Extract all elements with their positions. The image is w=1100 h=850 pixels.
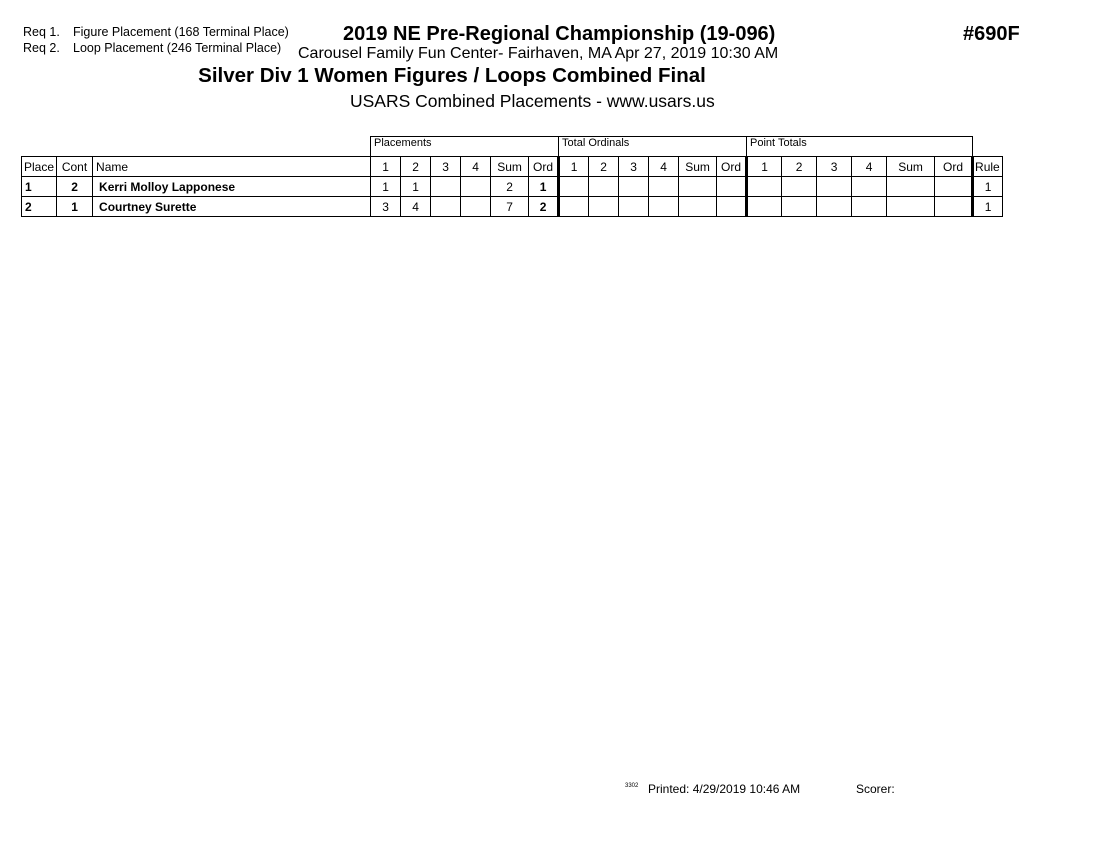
- col-placement-1: 1: [371, 157, 401, 177]
- col-placement-3: 3: [431, 157, 461, 177]
- printed-timestamp: Printed: 4/29/2019 10:46 AM: [648, 782, 801, 796]
- column-header-row: [22, 157, 1003, 177]
- row-ordinal-1: [559, 197, 589, 217]
- row-points-3: [817, 197, 852, 217]
- row-name: Courtney Surette: [93, 197, 371, 217]
- row-points-4: [852, 197, 887, 217]
- group-header-row: [22, 137, 1003, 157]
- col-ordinal-4: 4: [649, 157, 679, 177]
- col-points-4: 4: [852, 157, 887, 177]
- col-name: Name: [93, 157, 371, 177]
- col-points-3: 3: [817, 157, 852, 177]
- group-total-ordinals: Total Ordinals: [559, 137, 747, 157]
- row-points-1: [747, 197, 782, 217]
- scorer-label: Scorer:: [856, 782, 895, 796]
- event-title: Silver Div 1 Women Figures / Loops Combined Final: [198, 64, 706, 87]
- event-number: #690F: [963, 23, 1020, 45]
- col-place: Place: [22, 157, 57, 177]
- col-placement-ord: Ord: [529, 157, 559, 177]
- row-ordinal-2: [589, 177, 619, 197]
- row-ordinal-3: [619, 177, 649, 197]
- col-ordinal-3: 3: [619, 157, 649, 177]
- requirement-1-label: Req 1.: [23, 25, 60, 39]
- col-points-sum: Sum: [887, 157, 935, 177]
- row-cont: 1: [57, 197, 93, 217]
- row-cont: 2: [57, 177, 93, 197]
- row-placement-ord: 1: [529, 177, 559, 197]
- row-placement-3: [431, 177, 461, 197]
- table-row: [22, 197, 1003, 217]
- col-points-ord: Ord: [935, 157, 973, 177]
- col-ordinal-2: 2: [589, 157, 619, 177]
- row-ordinal-4: [649, 197, 679, 217]
- row-name: Kerri Molloy Lapponese: [93, 177, 371, 197]
- row-ordinal-2: [589, 197, 619, 217]
- venue-line: Carousel Family Fun Center- Fairhaven, MA Apr 27, 2019 10:30 AM: [298, 45, 779, 62]
- row-points-ord: [935, 197, 973, 217]
- col-cont: Cont: [57, 157, 93, 177]
- row-points-2: [782, 197, 817, 217]
- row-rule: 1: [973, 177, 1003, 197]
- requirement-1-text: Figure Placement (168 Terminal Place): [73, 25, 289, 39]
- row-points-1: [747, 177, 782, 197]
- col-ordinal-1: 1: [559, 157, 589, 177]
- row-placement-1: 3: [371, 197, 401, 217]
- requirement-2-label: Req 2.: [23, 41, 60, 55]
- row-points-3: [817, 177, 852, 197]
- row-points-ord: [935, 177, 973, 197]
- row-points-sum: [887, 197, 935, 217]
- row-ordinal-3: [619, 197, 649, 217]
- row-placement-1: 1: [371, 177, 401, 197]
- col-points-2: 2: [782, 157, 817, 177]
- report-code: 3302: [625, 783, 639, 789]
- col-points-1: 1: [747, 157, 782, 177]
- col-placement-sum: Sum: [491, 157, 529, 177]
- subtitle: USARS Combined Placements - www.usars.us: [350, 91, 715, 111]
- row-placement-sum: 7: [491, 197, 529, 217]
- row-ordinal-sum: [679, 197, 717, 217]
- group-placements: Placements: [371, 137, 559, 157]
- row-placement-ord: 2: [529, 197, 559, 217]
- competition-title: 2019 NE Pre-Regional Championship (19-096): [343, 23, 776, 45]
- col-placement-4: 4: [461, 157, 491, 177]
- col-ordinal-sum: Sum: [679, 157, 717, 177]
- row-ordinal-ord: [717, 177, 747, 197]
- event-title-wrap: [0, 64, 1099, 88]
- results-table: [21, 136, 1003, 217]
- row-place: 2: [22, 197, 57, 217]
- row-place: 1: [22, 177, 57, 197]
- col-ordinal-ord: Ord: [717, 157, 747, 177]
- table-row: [22, 177, 1003, 197]
- row-placement-4: [461, 197, 491, 217]
- requirement-1: [23, 25, 289, 39]
- row-points-4: [852, 177, 887, 197]
- row-points-2: [782, 177, 817, 197]
- group-point-totals: Point Totals: [747, 137, 973, 157]
- row-ordinal-1: [559, 177, 589, 197]
- row-placement-2: 1: [401, 177, 431, 197]
- row-ordinal-ord: [717, 197, 747, 217]
- col-placement-2: 2: [401, 157, 431, 177]
- requirement-2-text: Loop Placement (246 Terminal Place): [73, 41, 282, 55]
- row-placement-2: 4: [401, 197, 431, 217]
- row-placement-4: [461, 177, 491, 197]
- row-placement-3: [431, 197, 461, 217]
- row-ordinal-sum: [679, 177, 717, 197]
- requirement-2: [23, 41, 281, 55]
- row-points-sum: [887, 177, 935, 197]
- col-rule: Rule: [973, 157, 1003, 177]
- row-placement-sum: 2: [491, 177, 529, 197]
- row-ordinal-4: [649, 177, 679, 197]
- row-rule: 1: [973, 197, 1003, 217]
